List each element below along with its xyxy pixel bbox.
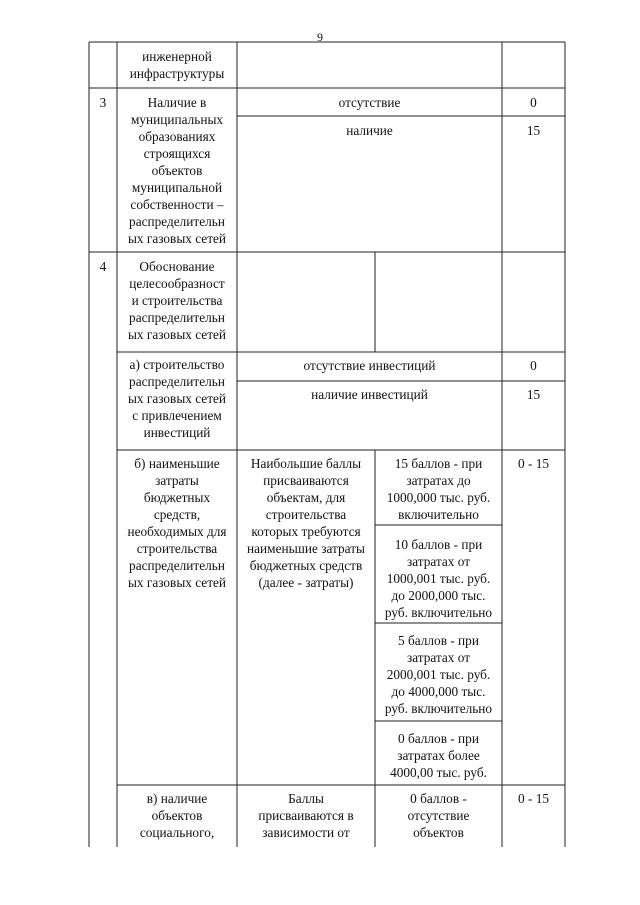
r4v-score: 0 - 15 [517, 791, 550, 806]
r4a-score-no-investment: 0 [530, 358, 537, 373]
r3-number: 3 [99, 95, 107, 110]
r4v-grade-0: 0 баллов - отсутствие объектов [407, 791, 470, 840]
r3-score-present: 15 [526, 123, 541, 138]
r4v-method: Баллы присваиваются в зависимости от [258, 791, 354, 840]
page-number: 9 [317, 30, 323, 44]
r3-option-absent: отсутствие [338, 95, 401, 110]
r4a-option-investment: наличие инвестиций [311, 387, 428, 402]
r4b-grade-10: 10 баллов - при затратах от 1000,001 тыс. руб. до 2000,000 тыс. руб. включительно [384, 537, 493, 620]
r3-criterion: Наличие в муниципальных образованиях строящихся объектов муниципальной собственности – распределительн ых газовых сетей [127, 95, 227, 246]
r4b-grade-15: 15 баллов - при затратах до 1000,000 тыс. руб. включительно [386, 456, 491, 522]
r3-option-present: наличие [346, 123, 393, 138]
r4v-criterion: в) наличие объектов социального, [139, 791, 215, 840]
r4a-criterion: а) строительство распределительн ых газовых сетей с привлечением инвестиций [127, 357, 227, 440]
r4-number: 4 [99, 259, 107, 274]
r4-criterion: Обоснование целесообразност и строительства распределительн ых газовых сетей [127, 259, 227, 342]
r4b-criterion: б) наименьшие затраты бюджетных средств, необходимых для строительства распределительн ых газовых сетей [127, 456, 227, 590]
r3-score-absent: 0 [530, 95, 537, 110]
r0-criterion: инженерной инфраструктуры [129, 49, 225, 81]
r4b-score: 0 - 15 [517, 456, 550, 471]
r4b-method: Наибольшие баллы присваиваются объектам, для строительства которых требуются наименьшие затраты бюджетных средств (далее - затраты) [247, 456, 365, 590]
r4a-option-no-investment: отсутствие инвестиций [303, 358, 436, 373]
r4a-score-investment: 15 [526, 387, 541, 402]
r4b-grade-5: 5 баллов - при затратах от 2000,001 тыс. руб. до 4000,000 тыс. руб. включительно [384, 633, 493, 716]
r4b-grade-0: 0 баллов - при затратах более 4000,00 тыс. руб. [390, 731, 487, 780]
